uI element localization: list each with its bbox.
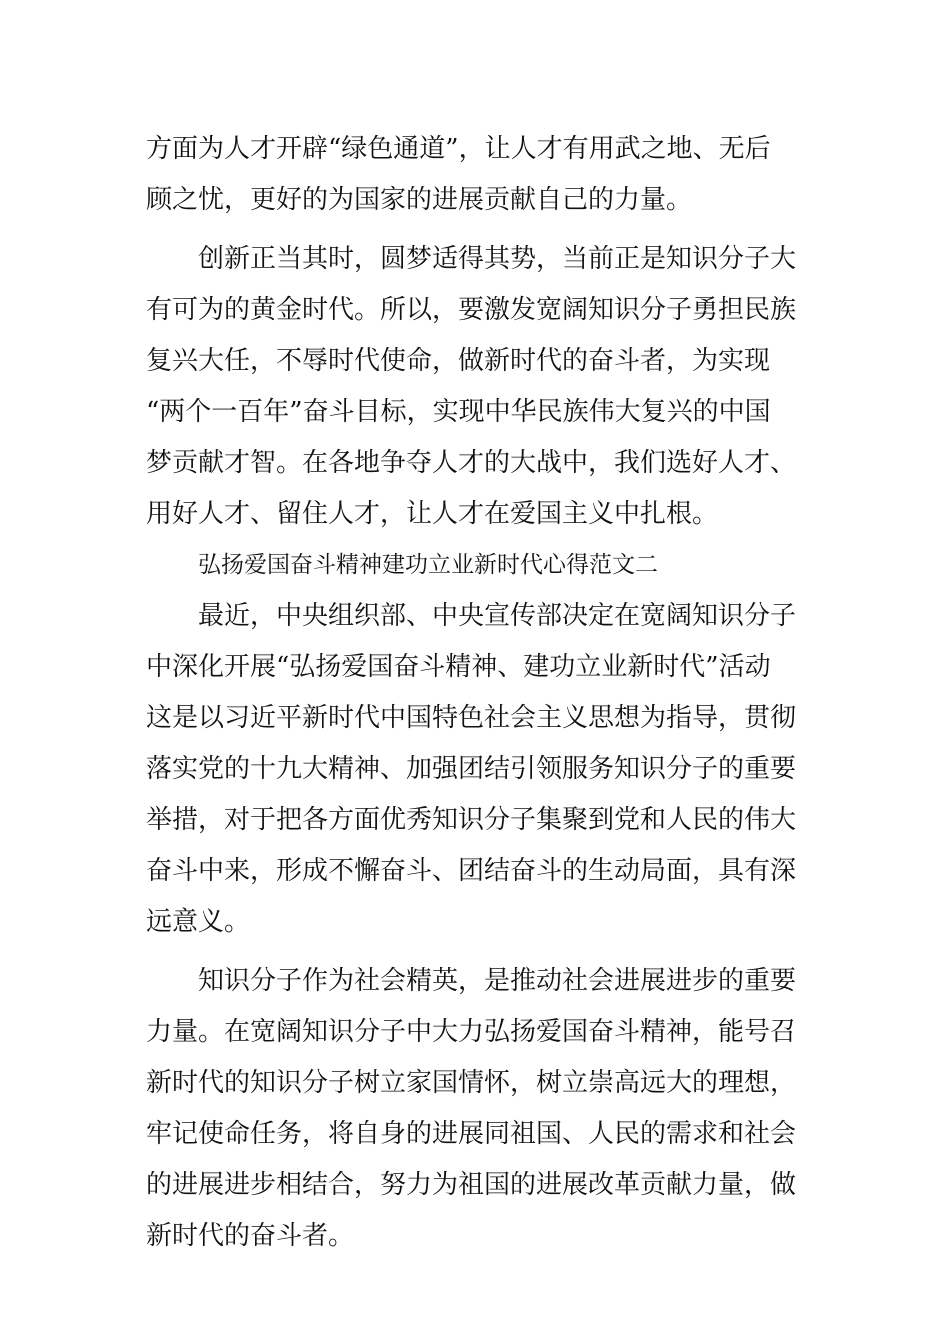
text-line: 方面为人才开辟“绿色通道”，让人才有用武之地、无后: [146, 134, 771, 164]
text-line: 创新正当其时，圆梦适得其势，当前正是知识分子大: [198, 244, 797, 274]
text-line: 力量。在宽阔知识分子中大力弘扬爱国奋斗精神，能号召: [146, 1017, 797, 1047]
text-line: 牢记使命任务，将自身的进展同祖国、人民的需求和社会: [146, 1119, 797, 1149]
text-line: 落实党的十九大精神、加强团结引领服务知识分子的重要: [146, 754, 797, 784]
text-line: 中深化开展“弘扬爱国奋斗精神、建功立业新时代”活动: [146, 652, 771, 682]
text-line: 用好人才、留住人才，让人才在爱国主义中扎根。: [146, 499, 719, 529]
paragraph: [146, 234, 806, 540]
section-heading: 弘扬爱国奋斗精神建功立业新时代心得范文二: [198, 552, 658, 578]
text-line: 复兴大任，不辱时代使命，做新时代的奋斗者，为实现: [146, 346, 771, 376]
text-line: “两个一百年”奋斗目标，实现中华民族伟大复兴的中国: [146, 397, 771, 427]
text-line: 梦贡献才智。在各地争夺人才的大战中，我们选好人才、: [146, 448, 797, 478]
text-line: 有可为的黄金时代。所以，要激发宽阔知识分子勇担民族: [146, 295, 797, 325]
text-line: 奋斗中来，形成不懈奋斗、团结奋斗的生动局面，具有深: [146, 856, 797, 886]
text-line: 这是以习近平新时代中国特色社会主义思想为指导，贯彻: [146, 703, 797, 733]
text-line: 的进展进步相结合，努力为祖国的进展改革贡献力量，做: [146, 1170, 797, 1200]
text-line: 顾之忧，更好的为国家的进展贡献自己的力量。: [146, 185, 693, 215]
text-line: 举措，对于把各方面优秀知识分子集聚到党和人民的伟大: [146, 805, 797, 835]
text-line: 远意义。: [146, 907, 251, 937]
text-line: 最近，中央组织部、中央宣传部决定在宽阔知识分子: [198, 601, 797, 631]
paragraph: [146, 124, 806, 226]
text-line: 新时代的奋斗者。: [146, 1221, 355, 1251]
document-page: [146, 124, 806, 1262]
text-line: 知识分子作为社会精英，是推动社会进展进步的重要: [198, 966, 797, 996]
paragraph: [146, 591, 806, 948]
paragraph: [146, 956, 806, 1262]
text-line: 新时代的知识分子树立家国情怀，树立崇高远大的理想，: [146, 1068, 797, 1098]
